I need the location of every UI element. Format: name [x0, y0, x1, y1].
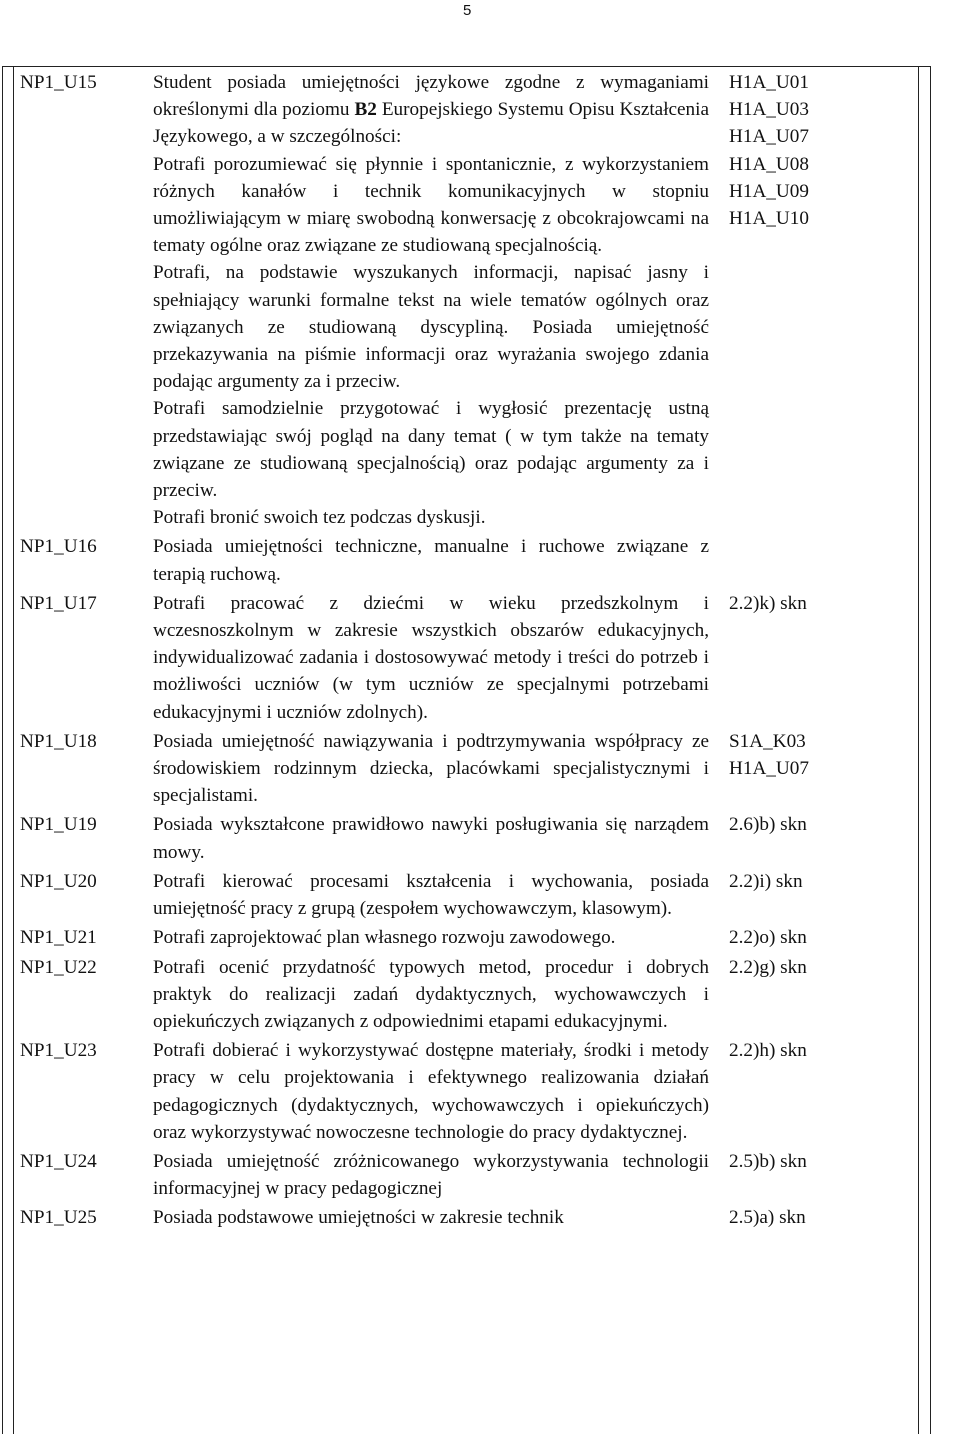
frame-line-right-outer — [930, 66, 931, 1434]
outcome-references — [729, 952, 807, 1036]
outcome-references — [729, 67, 809, 531]
outcome-code: NP1_U16 — [20, 536, 97, 558]
outcome-description — [153, 531, 709, 587]
description-paragraph: Potrafi kierować procesami kształcenia i wychowania, posiada umiejętność pracy z grupą (zespołem wychowawczym, klasowym). — [153, 870, 709, 920]
outcome-description — [153, 588, 709, 726]
outcome-row — [20, 1146, 920, 1202]
outcome-references — [729, 726, 809, 810]
reference-code: H1A_U10 — [729, 208, 809, 230]
outcome-row — [20, 67, 920, 531]
description-paragraph: Posiada umiejętność nawiązywania i podtrzymywania współpracy ze środowiskiem rodzinnym dziecka, placówkami specjalistycznymi i specjalistami. — [153, 730, 709, 807]
outcome-row — [20, 922, 920, 951]
frame-line-left-outer — [2, 66, 3, 1434]
outcome-row — [20, 531, 920, 587]
outcome-description — [153, 809, 709, 865]
outcome-code: NP1_U22 — [20, 956, 97, 978]
outcome-row — [20, 952, 920, 1036]
outcome-row — [20, 1202, 920, 1231]
outcome-references — [729, 922, 807, 951]
outcome-code: NP1_U25 — [20, 1207, 97, 1229]
description-paragraph: Potrafi, na podstawie wyszukanych informacji, napisać jasny i spełniający warunki formalne tekst na wiele tematów ogólnych oraz związanych ze studiowaną dyscypliną. Posiada umiejętność przekazywania na piśmie informacji oraz wyrażania swojego zdania podając argumenty za i przeciw. — [153, 262, 709, 393]
reference-code: 2.5)a) skn — [729, 1207, 806, 1229]
outcome-row — [20, 809, 920, 865]
reference-code: H1A_U07 — [729, 126, 809, 148]
outcome-row — [20, 1035, 920, 1146]
outcome-code: NP1_U21 — [20, 927, 97, 949]
description-paragraph: Potrafi zaprojektować plan własnego rozwoju zawodowego. — [153, 927, 616, 949]
outcome-description — [153, 952, 709, 1036]
outcome-references — [729, 1035, 807, 1146]
outcome-code: NP1_U20 — [20, 870, 97, 892]
reference-code: 2.2)k) skn — [729, 592, 807, 614]
outcome-references — [729, 588, 807, 726]
description-paragraph: Potrafi dobierać i wykorzystywać dostępne materiały, środki i metody pracy w celu projektowania i efektywnego realizowania działań pedagogicznych (dydaktycznych, wychowawczych i opiekuńczych) oraz wykorzystywać nowoczesne technologie do pracy dydaktycznej. — [153, 1040, 709, 1143]
outcome-row — [20, 588, 920, 726]
reference-code: H1A_U09 — [729, 180, 809, 202]
description-paragraph: Posiada podstawowe umiejętności w zakresie technik — [153, 1207, 564, 1229]
outcome-row — [20, 726, 920, 810]
outcome-description — [153, 726, 709, 810]
description-paragraph: Potrafi pracować z dziećmi w wieku przedszkolnym i wczesnoszkolnym w zakresie wszystkich obszarów edukacyjnych, indywidualizować zadania i dostosowywać metody i treści do potrzeb i możliwości uczniów (w tym uczniów ze specjalnymi potrzebami edukacyjnymi i uczniów zdolnych). — [153, 592, 709, 723]
reference-code: 2.6)b) skn — [729, 814, 807, 836]
reference-code: 2.2)o) skn — [729, 927, 807, 949]
reference-code: 2.2)g) skn — [729, 956, 807, 978]
outcome-description — [153, 1146, 709, 1202]
outcome-code: NP1_U15 — [20, 72, 97, 93]
outcome-code: NP1_U17 — [20, 592, 97, 614]
frame-line-left-inner — [13, 66, 14, 1434]
description-paragraph: Potrafi samodzielnie przygotować i wygłosić prezentację ustną przedstawiając swój pogląd na dany temat ( w tym także na tematy związane ze studiowaną specjalnością) oraz podając argumenty za i przeciw. — [153, 398, 709, 502]
outcome-description — [153, 1202, 709, 1231]
description-paragraph: Posiada wykształcone prawidłowo nawyki posługiwania się narządem mowy. — [153, 814, 709, 863]
description-paragraph: Student posiada umiejętności językowe zgodne z wymaganiami określonymi dla poziomu B2 Europejskiego Systemu Opisu Kształcenia Językowego, a w szczególności: — [153, 72, 709, 148]
outcome-description — [153, 1035, 709, 1146]
outcome-description — [153, 866, 709, 922]
description-paragraph: Potrafi ocenić przydatność typowych metod, procedur i dobrych praktyk do realizacji zadań dydaktycznych, wychowawczych i opiekuńczych związanych z odpowiednimi etapami edukacyjnymi. — [153, 956, 709, 1032]
reference-code: 2.2)h) skn — [729, 1040, 807, 1062]
reference-code: H1A_U03 — [729, 99, 809, 121]
page-number: 5 — [463, 2, 472, 19]
reference-code: H1A_U08 — [729, 153, 809, 175]
outcome-description — [153, 922, 709, 951]
description-paragraph: Posiada umiejętności techniczne, manualne i ruchowe związane z terapią ruchową. — [153, 536, 709, 585]
outcome-references — [729, 866, 803, 922]
reference-code: H1A_U01 — [729, 72, 809, 93]
outcome-code: NP1_U19 — [20, 814, 97, 836]
description-paragraph: Posiada umiejętność zróżnicowanego wykorzystywania technologii informacyjnej w pracy pedagogicznej — [153, 1150, 709, 1200]
description-paragraph: Potrafi porozumiewać się płynnie i spontanicznie, z wykorzystaniem różnych kanałów i technik komunikacyjnych w stopniu umożliwiającym w miarę swobodną konwersację z obcokrajowcami na tematy ogólne oraz związane ze studiowaną specjalnością. — [153, 153, 709, 257]
outcome-references — [729, 1202, 806, 1231]
learning-outcomes-table — [20, 67, 920, 1232]
outcome-row — [20, 866, 920, 922]
outcome-references — [729, 1146, 807, 1202]
reference-code: 2.5)b) skn — [729, 1150, 807, 1172]
outcome-code: NP1_U23 — [20, 1040, 97, 1062]
outcome-description — [153, 67, 709, 531]
outcome-code: NP1_U24 — [20, 1150, 97, 1172]
description-paragraph: Potrafi bronić swoich tez podczas dyskusji. — [153, 507, 486, 529]
reference-code: 2.2)i) skn — [729, 870, 803, 892]
language-level: B2 — [354, 99, 377, 121]
reference-code: S1A_K03 — [729, 730, 806, 752]
reference-code: H1A_U07 — [729, 758, 809, 780]
outcome-references — [729, 809, 807, 865]
outcome-code: NP1_U18 — [20, 730, 97, 752]
